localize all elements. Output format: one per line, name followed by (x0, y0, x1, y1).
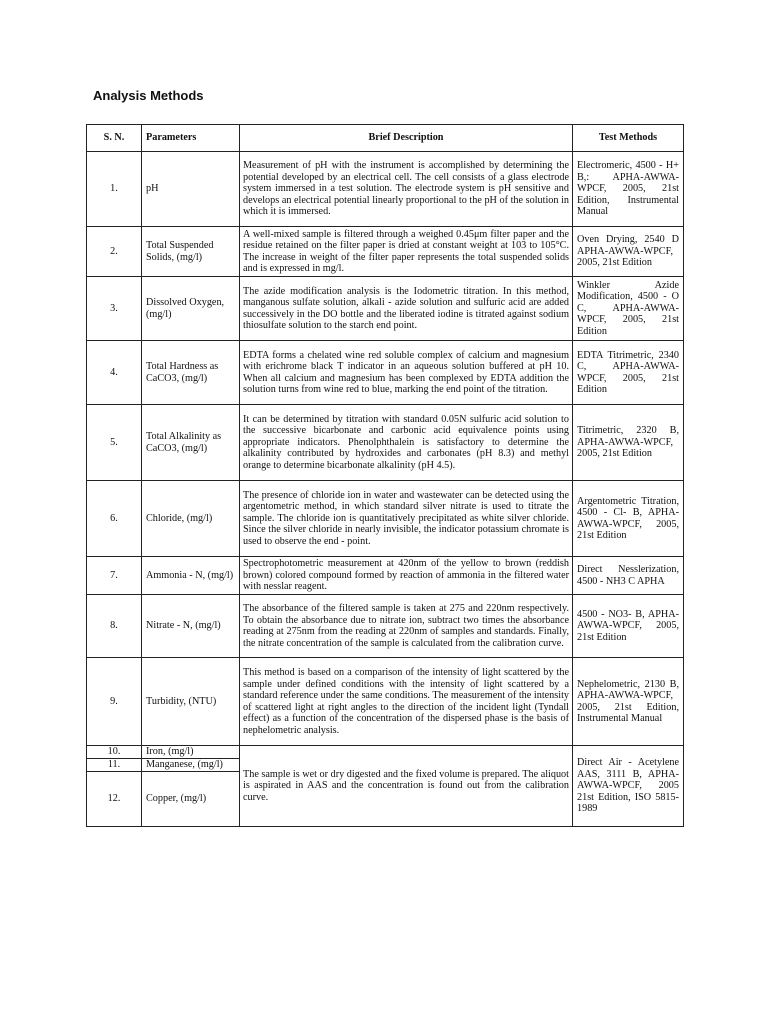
row-sn: 10. (87, 746, 142, 759)
row-parameter: Total Alkalinity as CaCO3, (mg/l) (142, 405, 240, 481)
row-test-method: Oven Drying, 2540 D APHA-AWWA-WPCF, 2005, 21st Edition (573, 227, 684, 277)
analysis-methods-table (86, 124, 684, 827)
column-header-parameters: Parameters (142, 125, 240, 152)
row-description: The presence of chloride ion in water and wastewater can be detected using the argentometric method, in which standard silver nitrate is used to titrate the sample. The chloride ion is quantitatively precipitated as white silver chloride. Since the silver chloride in nearly invisible, the indicator potassium chromate is used to observe the end - point. (240, 481, 573, 557)
row-test-method: Direct Nesslerization, 4500 - NH3 C APHA (573, 557, 684, 595)
table-row (87, 341, 684, 405)
row-test-method: EDTA Titrimetric, 2340 C, APHA-AWWA-WPCF, 2005, 21st Edition (573, 341, 684, 405)
row-sn: 3. (87, 277, 142, 341)
row-sn: 9. (87, 658, 142, 746)
row-sn: 12. (87, 772, 142, 827)
row-parameter: Copper, (mg/l) (142, 772, 240, 827)
column-header-sn: S. N. (87, 125, 142, 152)
table-row (87, 277, 684, 341)
row-parameter: Chloride, (mg/l) (142, 481, 240, 557)
row-sn: 2. (87, 227, 142, 277)
row-sn: 11. (87, 759, 142, 772)
row-description: The absorbance of the filtered sample is taken at 275 and 220nm respectively. To obtain the absorbance due to nitrate ion, subtract two times the absorbance reading at 275nm from the reading at 220nm of samples and standards. Finally, the nitrate concentration of the sample is calculated from the calibration curve. (240, 595, 573, 658)
row-description: A well-mixed sample is filtered through a weighed 0.45μm filter paper and the residue retained on the filter paper is dried at constant weight at 103 to 105°C. The increase in weight of the filter paper represents the total suspended solids and is expressed in mg/l. (240, 227, 573, 277)
row-parameter: Total Suspended Solids, (mg/l) (142, 227, 240, 277)
row-test-method: Electromeric, 4500 - H+ B,: APHA-AWWA-WPCF, 2005, 21st Edition, Instrumental Manual (573, 152, 684, 227)
column-header-description: Brief Description (240, 125, 573, 152)
row-sn: 5. (87, 405, 142, 481)
row-sn: 4. (87, 341, 142, 405)
table-row (87, 152, 684, 227)
row-parameter: Ammonia - N, (mg/l) (142, 557, 240, 595)
row-parameter: Turbidity, (NTU) (142, 658, 240, 746)
row-test-method: Direct Air - Acetylene AAS, 3111 B, APHA-AWWA-WPCF, 2005 21st Edition, ISO 5815-1989 (573, 746, 684, 827)
row-sn: 6. (87, 481, 142, 557)
row-description: Measurement of pH with the instrument is accomplished by determining the potential developed by an electrical cell. The cell consists of a glass electrode system immersed in a test solution. The electrode system is pH sensitive and develops an electrical potential linearly proportional to the pH of the solution in which it is immersed. (240, 152, 573, 227)
row-test-method: 4500 - NO3- B, APHA-AWWA-WPCF, 2005, 21st Edition (573, 595, 684, 658)
row-description: EDTA forms a chelated wine red soluble complex of calcium and magnesium with erichrome black T indicator in an aqueous solution buffered at pH 10. When all calcium and magnesium has been complexed by EDTA addition the solution turns from wine red to blue, marking the end point of the titration. (240, 341, 573, 405)
row-parameter: Iron, (mg/l) (142, 746, 240, 759)
row-description: The sample is wet or dry digested and the fixed volume is prepared. The aliquot is aspirated in AAS and the concentration is found out from the calibration curve. (240, 746, 573, 827)
table-header-row (87, 125, 684, 152)
row-parameter: pH (142, 152, 240, 227)
table-row (87, 595, 684, 658)
row-description: This method is based on a comparison of the intensity of light scattered by the sample under defined conditions with the intensity of light scattered by a standard reference under the same conditions. The measurement of the intensity of scattered light at right angles to the direction of the incident light (Tyndall effect) as a function of the concentration of the dispersed phase is the basis of nephelometric analysis. (240, 658, 573, 746)
row-sn: 8. (87, 595, 142, 658)
row-sn: 1. (87, 152, 142, 227)
row-parameter: Manganese, (mg/l) (142, 759, 240, 772)
row-test-method: Nephelometric, 2130 B, APHA-AWWA-WPCF, 2005, 21st Edition, Instrumental Manual (573, 658, 684, 746)
row-test-method: Winkler Azide Modification, 4500 - O C, APHA-AWWA-WPCF, 2005, 21st Edition (573, 277, 684, 341)
table-row (87, 405, 684, 481)
row-parameter: Total Hardness as CaCO3, (mg/l) (142, 341, 240, 405)
table-row (87, 658, 684, 746)
page-title: Analysis Methods (93, 88, 204, 103)
table-row (87, 481, 684, 557)
table-row (87, 227, 684, 277)
row-parameter: Dissolved Oxygen, (mg/l) (142, 277, 240, 341)
row-sn: 7. (87, 557, 142, 595)
table-row (87, 746, 684, 759)
row-description: It can be determined by titration with standard 0.05N sulfuric acid solution to the successive bicarbonate and carbonic acid equivalence points using appropriate indicators. Phenolphthalein is satisfactory to determine the alkalinity contributed by hydroxides and carbonates (pH 8.3) and methyl orange to determine bicarbonate alkalinity (pH 4.5). (240, 405, 573, 481)
column-header-test-methods: Test Methods (573, 125, 684, 152)
row-test-method: Titrimetric, 2320 B, APHA-AWWA-WPCF, 2005, 21st Edition (573, 405, 684, 481)
row-parameter: Nitrate - N, (mg/l) (142, 595, 240, 658)
row-test-method: Argentometric Titration, 4500 - Cl- B, APHA-AWWA-WPCF, 2005, 21st Edition (573, 481, 684, 557)
row-description: The azide modification analysis is the Iodometric titration. In this method, manganous sulfate solution, alkali - azide solution and sulfuric acid are added successively in the DO bottle and the liberated iodine is titrated against sodium thiosulfate solution to the starch end point. (240, 277, 573, 341)
table-row (87, 557, 684, 595)
row-description: Spectrophotometric measurement at 420nm of the yellow to brown (reddish brown) colored compound formed by reaction of ammonia in the filtered water with nesslar reagent. (240, 557, 573, 595)
